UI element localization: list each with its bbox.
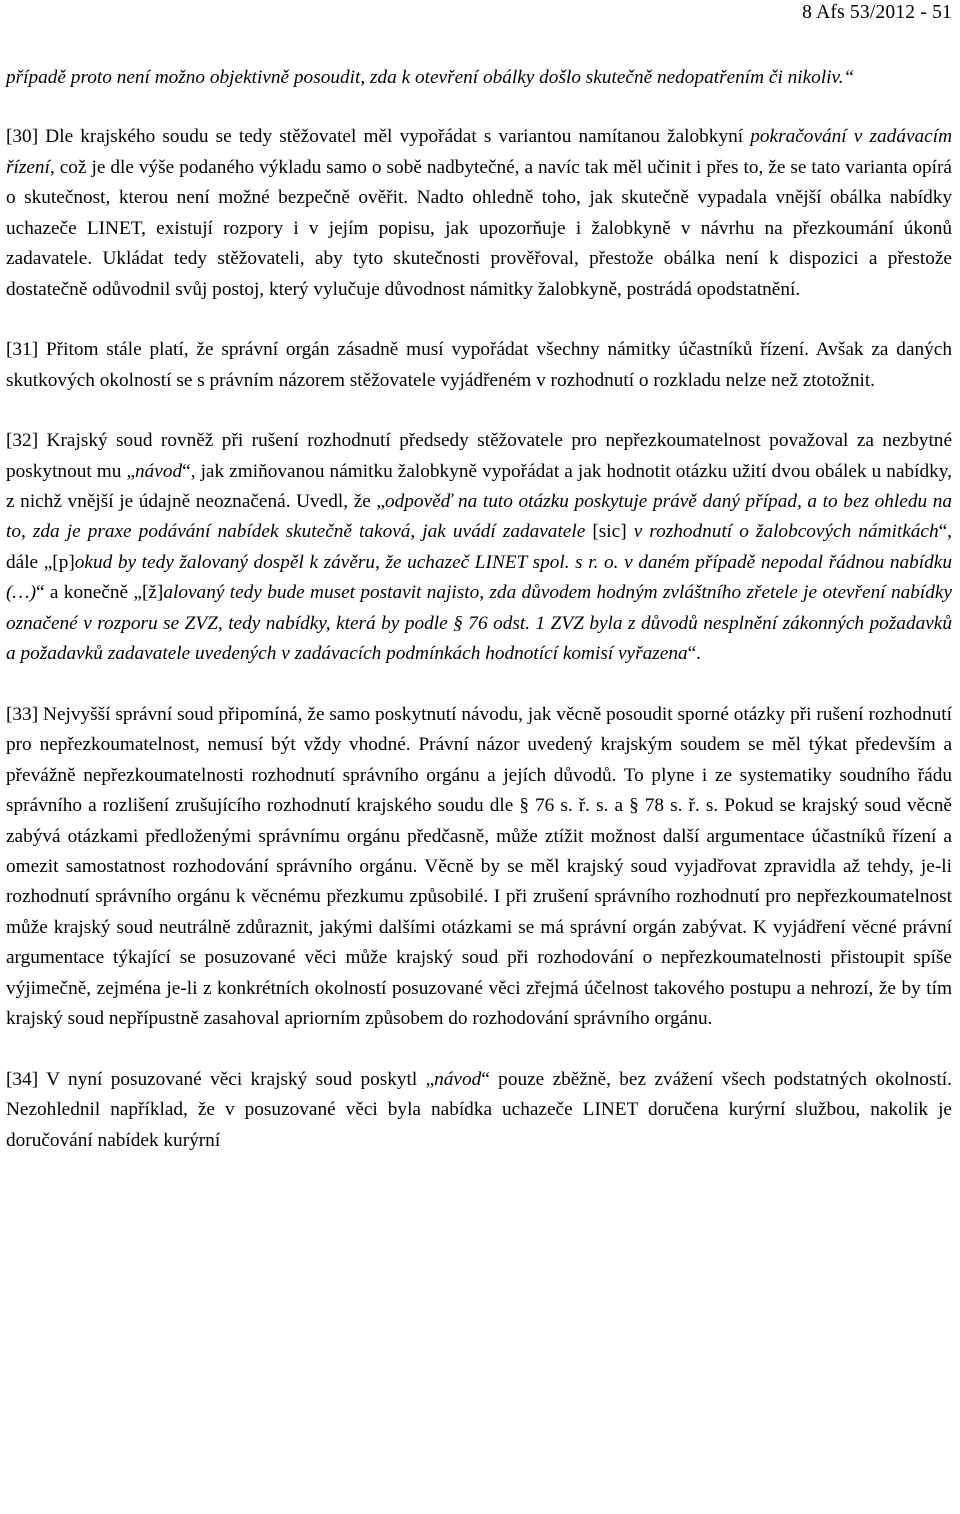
text-segment: [sic] bbox=[585, 521, 634, 543]
text-segment: okud by tedy žalovaný dospěl k závěru, že uchazeč LINET spol. s r. o. v daném případě nepodal řádnou nabídku (…) bbox=[6, 551, 952, 604]
text-segment: “ a konečně „[ž] bbox=[36, 582, 164, 604]
case-page-header: 8 Afs 53/2012 - 51 bbox=[802, 2, 952, 23]
text-segment: pokračování v zadávacím řízení bbox=[6, 126, 952, 178]
paragraph-32 bbox=[6, 426, 952, 670]
text-segment: [33] Nejvyšší správní soud připomíná, že samo poskytnutí návodu, jak věcně posoudit sporné otázky při rušení rozhodnutí pro nepřezkoumatelnost, nemusí být vždy vhodné. Právní názor uvedený krajským soudem se měl týkat především a převážně nepřezkoumatelnosti rozhodnutí správního orgánu a jejích důvodů. To plyne i ze systematiky soudního řádu správního a rozlišení zrušujícího rozhodnutí krajského soudu dle § 76 s. ř. s. a § 78 s. ř. s. Pokud se krajský soud věcně zabývá otázkami předloženými správnímu orgánu předčasně, může ztížit možnost další argumentace účastníků řízení a omezit samostatnost rozhodování správního orgánu. Věcně by se měl krajský soud vyjadřovat zpravidla až tehdy, je-li rozhodnutí správního orgánu k věcnému přezkumu způsobilé. I při zrušení správního rozhodnutí pro nepřezkoumatelnost může krajský soud neutrálně zdůraznit, jakými dalšími otázkami se má správní orgán zabývat. K vyjádření věcné právní argumentace týkající se posuzované věci může krajský soud při rozhodování o nepřezkoumatelnosti přistoupit spíše výjimečně, zejména je-li z konkrétních okolností posuzované věci zřejmá účelnost takového postupu a nehrozí, že by tím krajský soud nepřípustně zasahoval apriorním způsobem do rozhodování správního orgánu. bbox=[6, 703, 952, 1030]
text-segment: [31] Přitom stále platí, že správní orgán zásadně musí vypořádat všechny námitky účastníků řízení. Avšak za daných skutkových okolností se s právním názorem stěžovatele vyjádřeném v rozhodnutí o rozkladu nelze než ztotožnit. bbox=[6, 339, 952, 391]
text-segment: “, jak zmiňovanou námitku žalobkyně vypořádat a jak hodnotit otázku užití dvou obálek u nabídky, z nichž vnější je údajně neoznačená. Uvedl, že „ bbox=[6, 460, 952, 512]
text-segment: odpověď na tuto otázku poskytuje právě daný případ, a to bez ohledu na to, zda je praxe podávání nabídek skutečně taková, jak uvádí zadavatele bbox=[6, 490, 953, 543]
text-segment: případě proto není možno objektivně posoudit, zda k otevření obálky došlo skutečně nedopatřením či nikoliv.“ bbox=[6, 67, 855, 88]
text-segment: [34] V nyní posuzované věci krajský soud poskytl „ bbox=[6, 1068, 435, 1090]
paragraph-33 bbox=[6, 700, 952, 1035]
text-segment: “ pouze zběžně, bez zvážení všech podstatných okolností. Nezohlednil například, že v posuzované věci byla nabídka uchazeče LINET doručena kurýrní službou, nakolik je doručování nabídek kurýrní bbox=[6, 1068, 952, 1151]
text-segment: alovaný tedy bude muset postavit najisto, zda důvodem hodným zvláštního zřetele je otevření nabídky označené v rozporu se ZVZ, tedy nabídky, která by podle § 76 odst. 1 ZVZ byla z důvodů nesplnění zákonných požadavků a požadavků zadavatele uvedených v zadávacích podmínkách hodnotící komisí vyřazena bbox=[6, 582, 952, 665]
text-segment: , což je dle výše podaného výkladu samo o sobě nadbytečné, a navíc tak měl učinit i přes to, že se tato varianta opírá o skutečnost, kterou není možné bezpečně ověřit. Nadto ohledně toho, jak skutečně vypadala vnější obálka nabídky uchazeče LINET, existují rozpory i v jejím popisu, jak upozorňuje i žalobkyně v návrhu na přezkoumání úkonů zadavatele. Ukládat tedy stěžovateli, aby tyto skutečnosti prověřoval, přestože obálka není k dispozici a přestože dostatečně odůvodnil svůj postoj, který vylučuje důvodnost námitky žalobkyně, postrádá opodstatnění. bbox=[6, 156, 952, 300]
text-segment: v rozhodnutí o žalobcových námitkách bbox=[633, 521, 939, 543]
text-segment: návod bbox=[135, 460, 183, 482]
text-segment: návod bbox=[434, 1068, 482, 1090]
text-segment: “, dále „[p] bbox=[6, 521, 952, 573]
paragraph-31 bbox=[6, 335, 952, 396]
document-body bbox=[6, 63, 952, 1186]
paragraph-intro bbox=[6, 63, 952, 93]
paragraph-34 bbox=[6, 1065, 952, 1156]
paragraph-30 bbox=[6, 122, 952, 305]
text-segment: “. bbox=[687, 643, 701, 665]
text-segment: [32] Krajský soud rovněž při rušení rozhodnutí předsedy stěžovatele pro nepřezkoumatelnost považoval za nezbytné poskytnout mu „ bbox=[6, 430, 952, 482]
text-segment: [30] Dle krajského soudu se tedy stěžovatel měl vypořádat s variantou namítanou žalobkyní bbox=[6, 126, 751, 148]
